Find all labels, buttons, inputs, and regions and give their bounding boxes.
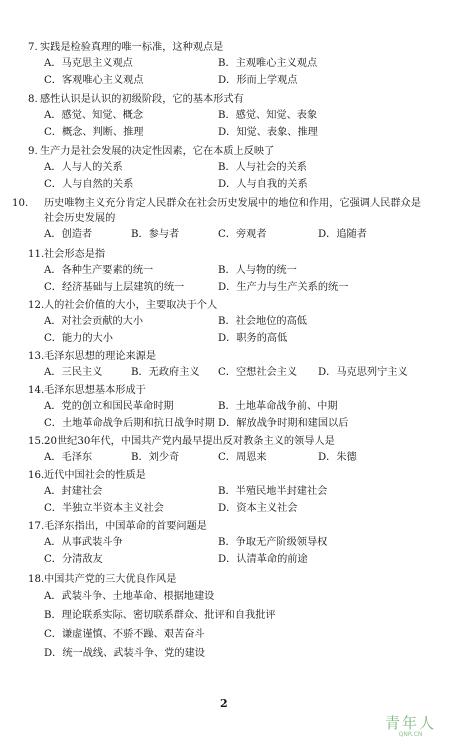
question-number: 7. — [28, 42, 38, 53]
option-a: A．毛泽东 — [44, 452, 93, 463]
option-b: B．刘少奇 — [131, 452, 180, 463]
option-d: D．追随者 — [318, 229, 367, 240]
option-a: A．从事武装斗争 — [44, 537, 123, 548]
option-a: A．封建社会 — [44, 486, 103, 497]
question-18 — [28, 572, 428, 663]
watermark-text: 青年人 — [384, 714, 436, 732]
question-stem: 9. 生产力是社会发展的决定性因素，它在本质上反映了 — [28, 146, 275, 157]
option-b: B．人与物的统一 — [218, 265, 297, 276]
option-b: B．社会地位的高低 — [218, 316, 307, 327]
question-11 — [28, 247, 428, 296]
question-stem: 7. 实践是检验真理的唯一标准，这种观点是 — [28, 42, 224, 53]
option-a: A．感觉、知觉、概念 — [44, 110, 144, 121]
option-a: A．对社会贡献的大小 — [44, 316, 144, 327]
option-d: D．统一战线、武装斗争、党的建设 — [44, 648, 205, 659]
question-number: 11. — [28, 249, 45, 260]
question-stem: 15.20世纪30年代，中国共产党内最早提出反对教条主义的领导人是 — [28, 436, 335, 447]
option-a: A．创造者 — [44, 229, 93, 240]
option-d: D．朱德 — [318, 452, 357, 463]
question-16 — [28, 468, 428, 517]
option-c: C．分清敌友 — [44, 554, 103, 565]
option-a: A．马克思主义观点 — [44, 58, 133, 69]
option-b: B．理论联系实际、密切联系群众、批评和自我批评 — [44, 610, 276, 621]
option-b: B．人与社会的关系 — [218, 162, 307, 173]
question-13 — [28, 349, 428, 381]
option-b: B．土地革命战争前、中期 — [218, 401, 338, 412]
question-12 — [28, 298, 428, 347]
question-stem: 13.毛泽东思想的理论来源是 — [28, 351, 157, 362]
option-c: C．客观唯心主义观点 — [44, 75, 144, 86]
question-stem: 11.社会形态是指 — [28, 249, 106, 260]
option-d: D．职务的高低 — [218, 333, 288, 344]
question-number: 15. — [28, 436, 45, 447]
option-a: A．人与人的关系 — [44, 162, 123, 173]
option-b: B．参与者 — [131, 229, 180, 240]
question-number: 13. — [28, 351, 45, 362]
question-number: 12. — [28, 300, 45, 311]
option-c: C．土地革命战争后期和抗日战争时期 — [44, 418, 215, 429]
question-number: 10. — [12, 198, 29, 209]
question-14 — [28, 383, 428, 432]
option-d: D．认清革命的前途 — [218, 554, 308, 565]
question-10 — [12, 196, 428, 243]
option-d: D．人与自我的关系 — [218, 179, 308, 190]
option-b: B．主观唯心主义观点 — [218, 58, 318, 69]
question-stem: 17.毛泽东指出，中国革命的首要问题是 — [28, 521, 207, 532]
question-number: 18. — [28, 574, 45, 585]
question-number: 14. — [28, 385, 45, 396]
option-c: C．半独立半资本主义社会 — [44, 503, 164, 514]
watermark-url: QNR.CN — [398, 731, 423, 738]
question-stem: 14.毛泽东思想基本形成于 — [28, 385, 146, 396]
question-7 — [28, 40, 428, 89]
question-number: 16. — [28, 470, 45, 481]
option-d: D．形而上学观点 — [218, 75, 298, 86]
option-c: C．经济基础与上层建筑的统一 — [44, 282, 185, 293]
option-b: B．争取无产阶级领导权 — [218, 537, 328, 548]
question-stem: 10. 历史唯物主义充分肯定人民群众在社会历史发展中的地位和作用，它强调人民群众是社会历史发展的 — [12, 198, 421, 224]
question-number: 8. — [28, 94, 38, 105]
option-c: C．周恩来 — [218, 452, 267, 463]
option-b: B．感觉、知觉、表象 — [218, 110, 318, 121]
option-c: C．概念、判断、推理 — [44, 127, 144, 138]
question-stem: 8. 感性认识是认识的初级阶段，它的基本形式有 — [28, 94, 244, 105]
question-stem: 18.中国共产党的三大优良作风是 — [28, 574, 177, 585]
page-number: 2 — [220, 697, 228, 710]
option-c: C．空想社会主义 — [218, 367, 298, 378]
question-number: 17. — [28, 521, 45, 532]
question-15 — [28, 434, 428, 466]
option-b: B．半殖民地半封建社会 — [218, 486, 328, 497]
watermark-logo — [385, 712, 436, 738]
option-a: A．武装斗争、土地革命、根据地建设 — [44, 591, 215, 602]
option-d: D．马克思列宁主义 — [318, 367, 408, 378]
question-17 — [28, 519, 428, 568]
option-d: D．生产力与生产关系的统一 — [218, 282, 349, 293]
option-c: C．能力的大小 — [44, 333, 113, 344]
option-a: A．党的创立和国民革命时期 — [44, 401, 174, 412]
question-8 — [28, 92, 428, 141]
option-d: D．资本主义社会 — [218, 503, 298, 514]
question-stem: 16.近代中国社会的性质是 — [28, 470, 146, 481]
option-c: C．谦虚谨慎、不骄不躁、艰苦奋斗 — [44, 629, 205, 640]
question-9 — [28, 144, 428, 193]
option-c: C．人与自然的关系 — [44, 179, 134, 190]
option-c: C．旁观者 — [218, 229, 267, 240]
option-d: D．知觉、表象、推理 — [218, 127, 318, 138]
option-b: B．无政府主义 — [131, 367, 200, 378]
option-a: A．三民主义 — [44, 367, 103, 378]
option-a: A．各种生产要素的统一 — [44, 265, 154, 276]
question-stem: 12.人的社会价值的大小，主要取决于个人 — [28, 300, 218, 311]
option-d: D．解放战争时期和建国以后 — [218, 418, 349, 429]
question-number: 9. — [28, 146, 38, 157]
